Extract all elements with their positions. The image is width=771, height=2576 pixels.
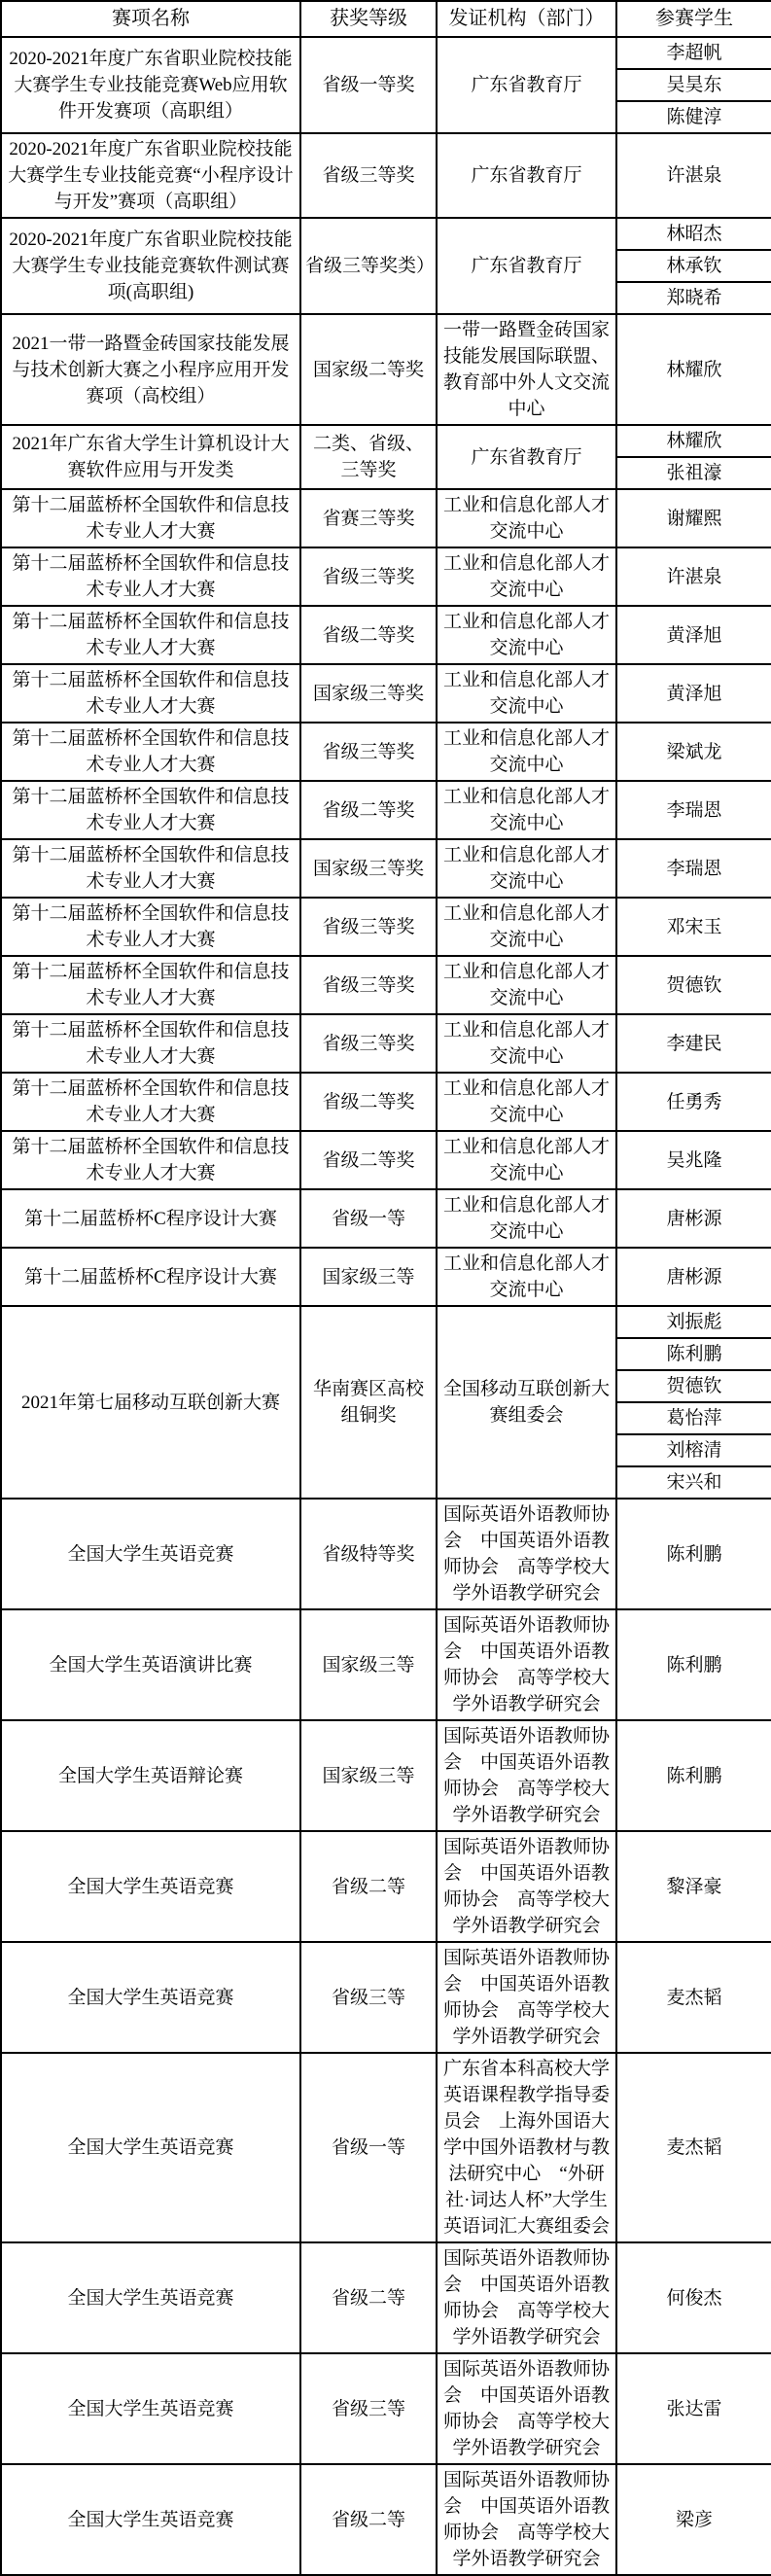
award-level-cell: 省级一等: [300, 2053, 437, 2242]
header-row: [1, 1, 771, 37]
students-stack: [617, 665, 771, 722]
table-row: [1, 1499, 771, 1609]
student-name: 李瑞恩: [666, 858, 722, 879]
students-cell: [616, 1073, 771, 1131]
student-name: 黄泽旭: [666, 624, 722, 646]
students-cell: [616, 2353, 771, 2464]
issuing-org-cell: 国际英语外语教师协会 中国英语外语教师协会 高等学校大学外语教学研究会: [437, 1609, 616, 1720]
students-cell: [616, 723, 771, 781]
table-row: [1, 2242, 771, 2353]
issuing-org-cell: 全国移动互联创新大赛组委会: [437, 1306, 616, 1499]
student-name: 陈利鹏: [666, 1765, 722, 1786]
issuing-org-cell: 工业和信息化部人才交流中心: [437, 1073, 616, 1131]
students-stack: [617, 723, 771, 780]
table-row: [1, 2353, 771, 2464]
table-row: [1, 1131, 771, 1189]
table-row: [1, 547, 771, 606]
students-cell: [616, 1720, 771, 1831]
students-cell: [616, 2053, 771, 2242]
issuing-org-cell: 工业和信息化部人才交流中心: [437, 956, 616, 1014]
student-name: 林昭杰: [666, 224, 722, 244]
students-stack: [617, 957, 771, 1013]
student-name: 梁彦: [675, 2509, 713, 2530]
students-cell: [616, 1609, 771, 1720]
table-row: [1, 2464, 771, 2575]
students-cell: [616, 839, 771, 898]
issuing-org-cell: 广东省教育厅: [437, 37, 616, 133]
table-row: [1, 1942, 771, 2053]
table-row: [1, 2053, 771, 2242]
student-name: 贺德钦: [666, 974, 722, 996]
students-stack: [617, 2354, 771, 2463]
competition-name-cell: 2021一带一路暨金砖国家技能发展与技术创新大赛之小程序应用开发赛项（高校组）: [1, 314, 300, 425]
competition-name-cell: 第十二届蓝桥杯全国软件和信息技术专业人才大赛: [1, 547, 300, 606]
students-cell: [616, 781, 771, 839]
students-cell: [616, 1942, 771, 2053]
issuing-org-cell: 工业和信息化部人才交流中心: [437, 839, 616, 898]
students-stack: [617, 426, 771, 488]
students-cell: [616, 1306, 771, 1499]
competition-name-cell: 全国大学生英语竞赛: [1, 2464, 300, 2575]
award-level-cell: 省级三等奖: [300, 547, 437, 606]
issuing-org-cell: 国际英语外语教师协会 中国英语外语教师协会 高等学校大学外语教学研究会: [437, 1942, 616, 2053]
student-name: 张达雷: [666, 2398, 722, 2419]
students-cell: [616, 133, 771, 218]
students-cell: [616, 1014, 771, 1073]
competition-name-cell: 全国大学生英语竞赛: [1, 1831, 300, 1942]
student-name: 唐彬源: [666, 1266, 722, 1288]
students-cell: [616, 37, 771, 133]
student-name: 黎泽豪: [666, 1876, 722, 1897]
table-row: [1, 1720, 771, 1831]
student-name: 唐彬源: [666, 1208, 722, 1229]
students-cell: [616, 2242, 771, 2353]
students-stack: [617, 1721, 771, 1830]
table-row: [1, 1189, 771, 1248]
students-stack: [617, 1943, 771, 2052]
competition-name-cell: 第十二届蓝桥杯全国软件和信息技术专业人才大赛: [1, 1131, 300, 1189]
issuing-org-cell: 国际英语外语教师协会 中国英语外语教师协会 高等学校大学外语教学研究会: [437, 2242, 616, 2353]
student-name: 林承钦: [617, 249, 771, 281]
award-level-cell: 省级二等: [300, 1831, 437, 1942]
student-name: 邓宋玉: [666, 916, 722, 937]
table-row: [1, 1248, 771, 1306]
students-cell: [616, 314, 771, 425]
students-stack: [617, 1074, 771, 1130]
students-cell: [616, 425, 771, 489]
awards-table-header: [1, 1, 771, 37]
students-cell: [616, 1831, 771, 1942]
competition-name-cell: 第十二届蓝桥杯全国软件和信息技术专业人才大赛: [1, 723, 300, 781]
award-level-cell: 省级二等奖: [300, 781, 437, 839]
issuing-org-cell: 工业和信息化部人才交流中心: [437, 898, 616, 956]
students-stack: [617, 1307, 771, 1498]
student-name: 刘榕清: [617, 1433, 771, 1465]
student-name: 任勇秀: [666, 1091, 722, 1112]
table-row: [1, 218, 771, 314]
competition-name-cell: 2021年广东省大学生计算机设计大赛软件应用与开发类: [1, 425, 300, 489]
col-header-award-level: 获奖等级: [300, 1, 437, 37]
competition-name-cell: 全国大学生英语演讲比赛: [1, 1609, 300, 1720]
award-level-cell: 省级三等: [300, 2353, 437, 2464]
award-level-cell: 省级二等奖: [300, 1073, 437, 1131]
issuing-org-cell: 国际英语外语教师协会 中国英语外语教师协会 高等学校大学外语教学研究会: [437, 1499, 616, 1609]
table-row: [1, 133, 771, 218]
student-name: 郑晓希: [617, 281, 771, 313]
student-name: 陈利鹏: [666, 1654, 722, 1676]
competition-name-cell: 全国大学生英语辩论赛: [1, 1720, 300, 1831]
students-stack: [617, 1832, 771, 1941]
col-header-issuing-org: 发证机构（部门）: [437, 1, 616, 37]
competition-name-cell: 第十二届蓝桥杯全国软件和信息技术专业人才大赛: [1, 606, 300, 664]
award-level-cell: 省级三等奖: [300, 133, 437, 218]
table-row: [1, 1014, 771, 1073]
table-row: [1, 956, 771, 1014]
issuing-org-cell: 广东省教育厅: [437, 218, 616, 314]
student-name: 李超帆: [666, 43, 722, 63]
issuing-org-cell: 工业和信息化部人才交流中心: [437, 1131, 616, 1189]
students-cell: [616, 898, 771, 956]
competition-name-cell: 2020-2021年度广东省职业院校技能大赛学生专业技能竞赛Web应用软件开发赛项（高职组）: [1, 37, 300, 133]
competition-name-cell: 第十二届蓝桥杯全国软件和信息技术专业人才大赛: [1, 898, 300, 956]
issuing-org-cell: 广东省教育厅: [437, 133, 616, 218]
competition-name-cell: 第十二届蓝桥杯全国软件和信息技术专业人才大赛: [1, 839, 300, 898]
issuing-org-cell: 广东省本科高校大学英语课程教学指导委员会 上海外国语大学中国外语教材与教法研究中心 “外研社·词达人杯”大学生英语词汇大赛组委会: [437, 2053, 616, 2242]
student-name: 吴兆隆: [666, 1149, 722, 1171]
competition-name-cell: 全国大学生英语竞赛: [1, 1942, 300, 2053]
award-level-cell: 国家级三等: [300, 1609, 437, 1720]
students-stack: [617, 1190, 771, 1247]
students-stack: [617, 38, 771, 132]
awards-table-body: [1, 37, 771, 2575]
issuing-org-cell: 工业和信息化部人才交流中心: [437, 723, 616, 781]
student-name: 葛怡萍: [617, 1401, 771, 1433]
competition-name-cell: 第十二届蓝桥杯全国软件和信息技术专业人才大赛: [1, 781, 300, 839]
issuing-org-cell: 工业和信息化部人才交流中心: [437, 781, 616, 839]
table-row: [1, 781, 771, 839]
award-level-cell: 省赛三等奖: [300, 489, 437, 547]
issuing-org-cell: 国际英语外语教师协会 中国英语外语教师协会 高等学校大学外语教学研究会: [437, 1720, 616, 1831]
table-row: [1, 425, 771, 489]
student-name: 谢耀熙: [666, 508, 722, 529]
students-stack: [617, 2054, 771, 2241]
student-name: 林耀欣: [666, 431, 722, 451]
award-level-cell: 省级二等: [300, 2464, 437, 2575]
student-name: 吴昊东: [617, 68, 771, 100]
issuing-org-cell: 工业和信息化部人才交流中心: [437, 1248, 616, 1306]
competition-name-cell: 2020-2021年度广东省职业院校技能大赛学生专业技能竞赛软件测试赛项(高职组): [1, 218, 300, 314]
competition-name-cell: 全国大学生英语竞赛: [1, 1499, 300, 1609]
table-row: [1, 606, 771, 664]
award-level-cell: 省级三等奖: [300, 1014, 437, 1073]
student-name: 张祖濠: [617, 456, 771, 488]
student-name: 刘振彪: [666, 1312, 722, 1332]
competition-name-cell: 第十二届蓝桥杯全国软件和信息技术专业人才大赛: [1, 1014, 300, 1073]
award-level-cell: 国家级三等奖: [300, 839, 437, 898]
award-level-cell: 省级三等奖类）: [300, 218, 437, 314]
issuing-org-cell: 工业和信息化部人才交流中心: [437, 664, 616, 723]
competition-name-cell: 第十二届蓝桥杯全国软件和信息技术专业人才大赛: [1, 664, 300, 723]
award-level-cell: 省级二等: [300, 2242, 437, 2353]
award-level-cell: 国家级三等奖: [300, 664, 437, 723]
students-cell: [616, 489, 771, 547]
students-cell: [616, 2464, 771, 2575]
table-row: [1, 723, 771, 781]
competition-name-cell: 全国大学生英语竞赛: [1, 2353, 300, 2464]
issuing-org-cell: 工业和信息化部人才交流中心: [437, 606, 616, 664]
award-level-cell: 省级三等奖: [300, 956, 437, 1014]
issuing-org-cell: 工业和信息化部人才交流中心: [437, 1014, 616, 1073]
students-stack: [617, 1610, 771, 1719]
issuing-org-cell: 国际英语外语教师协会 中国英语外语教师协会 高等学校大学外语教学研究会: [437, 2464, 616, 2575]
table-row: [1, 489, 771, 547]
students-stack: [617, 899, 771, 955]
students-cell: [616, 1189, 771, 1248]
students-stack: [617, 219, 771, 313]
student-name: 许湛泉: [666, 165, 722, 186]
competition-name-cell: 全国大学生英语竞赛: [1, 2242, 300, 2353]
award-level-cell: 省级二等奖: [300, 606, 437, 664]
students-stack: [617, 548, 771, 605]
student-name: 陈利鹏: [617, 1337, 771, 1369]
table-row: [1, 37, 771, 133]
students-cell: [616, 218, 771, 314]
award-level-cell: 省级特等奖: [300, 1499, 437, 1609]
award-level-cell: 国家级二等奖: [300, 314, 437, 425]
students-cell: [616, 1248, 771, 1306]
student-name: 陈利鹏: [666, 1543, 722, 1565]
students-stack: [617, 1015, 771, 1072]
student-name: 林耀欣: [666, 359, 722, 380]
students-stack: [617, 1249, 771, 1305]
competition-name-cell: 2021年第七届移动互联创新大赛: [1, 1306, 300, 1499]
students-cell: [616, 547, 771, 606]
student-name: 黄泽旭: [666, 683, 722, 704]
competition-name-cell: 第十二届蓝桥杯全国软件和信息技术专业人才大赛: [1, 956, 300, 1014]
issuing-org-cell: 国际英语外语教师协会 中国英语外语教师协会 高等学校大学外语教学研究会: [437, 2353, 616, 2464]
students-stack: [617, 840, 771, 897]
award-level-cell: 省级一等: [300, 1189, 437, 1248]
award-level-cell: 华南赛区高校组铜奖: [300, 1306, 437, 1499]
col-header-competition-name: 赛项名称: [1, 1, 300, 37]
students-stack: [617, 1132, 771, 1188]
student-name: 李建民: [666, 1033, 722, 1054]
students-cell: [616, 956, 771, 1014]
table-row: [1, 898, 771, 956]
award-level-cell: 省级三等奖: [300, 723, 437, 781]
students-cell: [616, 606, 771, 664]
students-stack: [617, 490, 771, 547]
students-stack: [617, 782, 771, 838]
competition-name-cell: 第十二届蓝桥杯C程序设计大赛: [1, 1189, 300, 1248]
table-row: [1, 664, 771, 723]
students-stack: [617, 2243, 771, 2352]
student-name: 宋兴和: [617, 1465, 771, 1498]
table-row: [1, 1831, 771, 1942]
award-level-cell: 国家级三等: [300, 1720, 437, 1831]
student-name: 贺德钦: [617, 1369, 771, 1401]
students-cell: [616, 1131, 771, 1189]
students-cell: [616, 664, 771, 723]
issuing-org-cell: 工业和信息化部人才交流中心: [437, 489, 616, 547]
student-name: 何俊杰: [666, 2287, 722, 2309]
award-level-cell: 省级三等: [300, 1942, 437, 2053]
student-name: 陈健淳: [617, 100, 771, 132]
issuing-org-cell: 工业和信息化部人才交流中心: [437, 1189, 616, 1248]
award-level-cell: 二类、省级、三等奖: [300, 425, 437, 489]
award-level-cell: 省级三等奖: [300, 898, 437, 956]
award-level-cell: 国家级三等: [300, 1248, 437, 1306]
competition-name-cell: 全国大学生英语竞赛: [1, 2053, 300, 2242]
table-row: [1, 839, 771, 898]
competition-name-cell: 第十二届蓝桥杯全国软件和信息技术专业人才大赛: [1, 489, 300, 547]
student-name: 麦杰韬: [666, 2137, 722, 2158]
issuing-org-cell: 工业和信息化部人才交流中心: [437, 547, 616, 606]
competition-name-cell: 2020-2021年度广东省职业院校技能大赛学生专业技能竞赛“小程序设计与开发”赛项（高职组）: [1, 133, 300, 218]
award-level-cell: 省级二等奖: [300, 1131, 437, 1189]
table-row: [1, 1306, 771, 1499]
competition-name-cell: 第十二届蓝桥杯C程序设计大赛: [1, 1248, 300, 1306]
table-row: [1, 1609, 771, 1720]
students-stack: [617, 1500, 771, 1608]
students-cell: [616, 1499, 771, 1609]
table-row: [1, 1073, 771, 1131]
competition-name-cell: 第十二届蓝桥杯全国软件和信息技术专业人才大赛: [1, 1073, 300, 1131]
col-header-students: 参赛学生: [616, 1, 771, 37]
students-stack: [617, 134, 771, 217]
students-stack: [617, 315, 771, 424]
student-name: 梁斌龙: [666, 741, 722, 762]
students-stack: [617, 2465, 771, 2574]
student-name: 李瑞恩: [666, 799, 722, 821]
issuing-org-cell: 广东省教育厅: [437, 425, 616, 489]
student-name: 麦杰韬: [666, 1987, 722, 2008]
award-level-cell: 省级一等奖: [300, 37, 437, 133]
issuing-org-cell: 国际英语外语教师协会 中国英语外语教师协会 高等学校大学外语教学研究会: [437, 1831, 616, 1942]
issuing-org-cell: 一带一路暨金砖国家技能发展国际联盟、教育部中外人文交流中心: [437, 314, 616, 425]
student-name: 许湛泉: [666, 566, 722, 587]
table-row: [1, 314, 771, 425]
students-stack: [617, 607, 771, 663]
